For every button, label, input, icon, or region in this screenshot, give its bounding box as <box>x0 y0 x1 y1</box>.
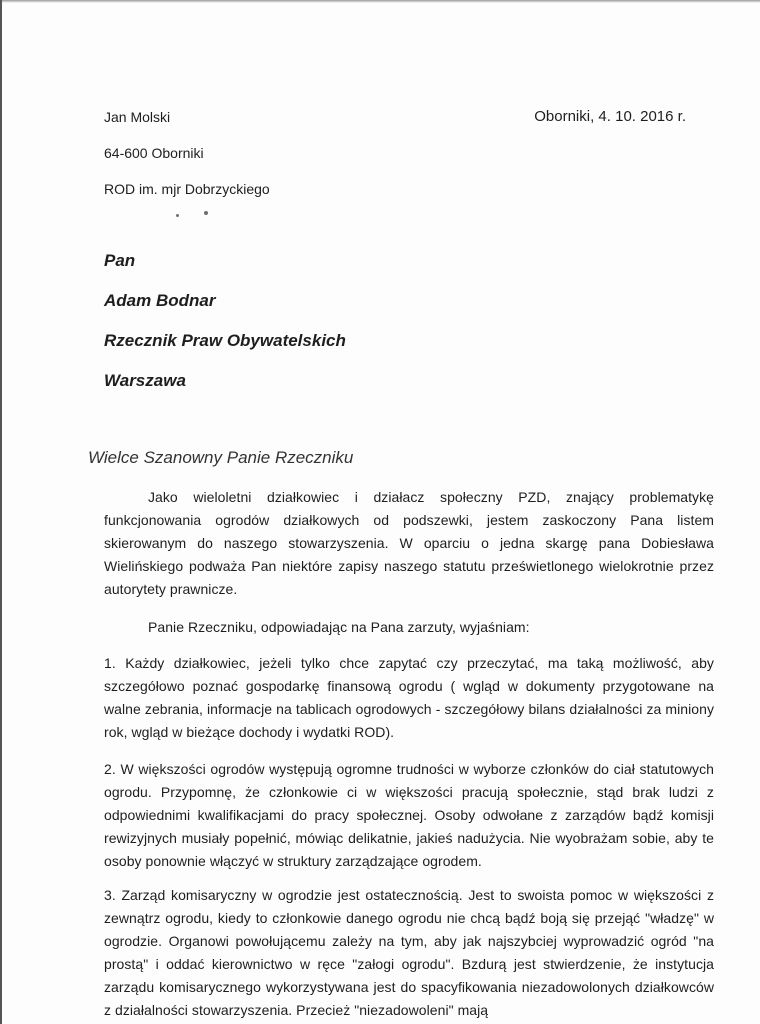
addressee-line-3: Rzecznik Praw Obywatelskich <box>104 331 346 350</box>
paragraph-intro: Jako wieloletni działkowiec i działacz społeczny PZD, znający problematykę funkcjonowania ogrodów działkowych od podszewki, jestem zaskoczony Pana listem skierowanym do naszego stowarzyszenia. W oparciu o jedna skargę pana Dobiesława Wielińskiego podważa Pan niektóre zapisy naszego statutu prześwietlonego wielokrotnie przez autorytety prawnicze. <box>104 489 714 597</box>
scan-edge-top <box>0 0 760 3</box>
sender-postal: 64-600 Oborniki <box>104 145 204 161</box>
addressee-line-1: Pan <box>104 251 136 270</box>
addressee-line-2: Adam Bodnar <box>104 291 216 310</box>
sender-name: Jan Molski <box>104 109 171 125</box>
salutation: Wielce Szanowny Panie Rzeczniku <box>88 448 354 467</box>
paragraph-point-3: 3. Zarząd komisaryczny w ogrodzie jest ostatecznością. Jest to swoista pomoc w większości z zewnątrz ogrodu, kiedy to członkowie danego ogrodu nie chcą bądź boją się przejąć "władzę" w ogrodzie. Organowi powołującemu zależy na tym, aby jak najszybciej wyprowadzić ogród "na prostą" i oddać kierownictwo w ręce "załogi ogrodu". Bzdurą jest stwierdzenie, że instytucja zarządu komisarycznego wykorzystywana jest do spacyfikowania niezadowolonych działkowców z działalności stowarzyszenia. Przecież "niezadowoleni" mają <box>104 887 714 1018</box>
paragraph-point-1: 1. Każdy działkowiec, jeżeli tylko chce zapytać czy przeczytać, ma taką możliwość, aby szczegółowo poznać gospodarkę finansową ogrodu ( wgląd w dokumenty przygotowane na walne zebrania, informacje na tablicach ogrodowych - szczegółowy bilans działalności za miniony rok, wgląd w bieżące dochody i wydatki ROD). <box>104 655 714 740</box>
scan-edge-left <box>0 0 2 1024</box>
scan-speck <box>204 211 208 215</box>
addressee-line-4: Warszawa <box>104 371 186 390</box>
place-date: Oborniki, 4. 10. 2016 r. <box>534 108 686 125</box>
paragraph-lead: Panie Rzeczniku, odpowiadając na Pana zarzuty, wyjaśniam: <box>148 619 530 635</box>
paragraph-point-2: 2. W większości ogrodów występują ogromne trudności w wyborze członków do ciał statutowych ogrodu. Przypomnę, że członkowie ci w większości pracują społecznie, stąd brak ludzi z odpowiednimi kwalifikacjami do pracy społecznej. Osoby odwołane z zarządów bądź komisji rewizyjnych musiały popełnić, mówiąc delikatnie, jakieś nadużycia. Nie wyobrażam sobie, aby te osoby ponownie włączyć w struktury zarządzające ogrodem. <box>104 761 714 869</box>
scan-speck <box>176 214 179 217</box>
sender-org: ROD im. mjr Dobrzyckiego <box>104 181 270 197</box>
